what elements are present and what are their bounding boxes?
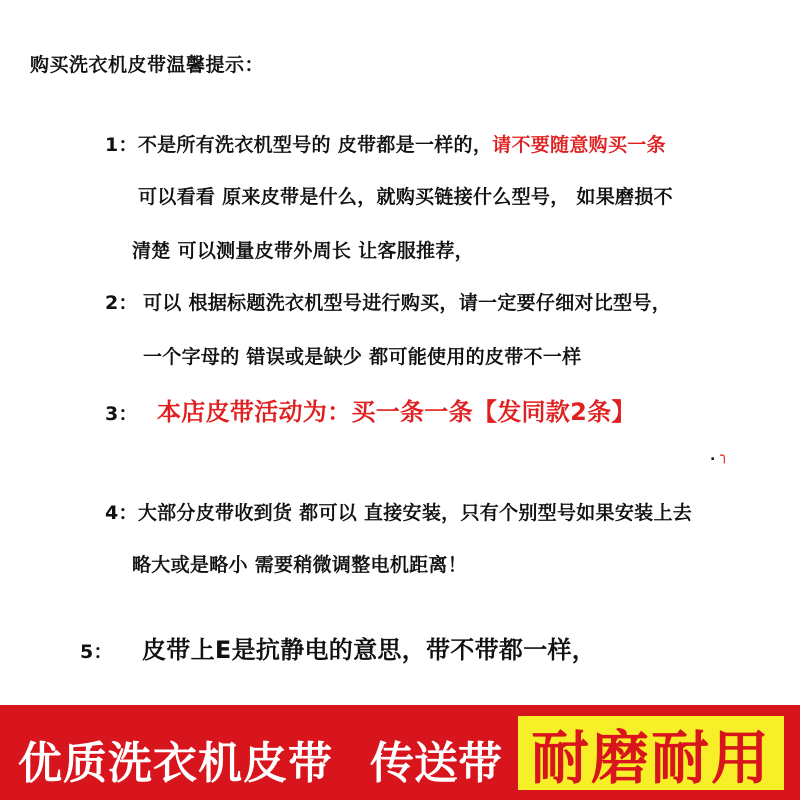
tip-4-line-1 xyxy=(105,498,692,525)
decoration-dot: . xyxy=(710,448,716,464)
tip-5-text: 皮带上E是抗静电的意思，带不带都一样， xyxy=(142,636,597,664)
tip-3-number: 3： xyxy=(105,403,138,425)
tip-2-number: 2： xyxy=(105,292,138,314)
tip-2-line-1 xyxy=(105,288,671,315)
tip-5-number: 5： xyxy=(80,641,113,663)
decoration-mark xyxy=(710,448,729,464)
banner-highlight xyxy=(518,716,784,790)
tip-1-line-3: 清楚 可以测量皮带外周长 让客服推荐， xyxy=(132,240,474,262)
banner-highlight-text: 耐磨耐用 xyxy=(530,724,771,792)
tip-1-line-2: 可以看看 原来皮带是什么，就购买链接什么型号， 如果磨损不 xyxy=(138,186,673,208)
tip-3-line-1 xyxy=(105,392,636,427)
tip-4-line-2: 略大或是略小 需要稍微调整电机距离！ xyxy=(132,554,468,576)
page-title: 购买洗衣机皮带温馨提示： xyxy=(30,54,265,76)
tip-1-line-1 xyxy=(105,130,666,157)
tip-1-warning: 请不要随意购买一条 xyxy=(492,134,666,156)
tip-1-number: 1： xyxy=(105,134,138,156)
tip-5-line-1 xyxy=(80,630,596,665)
decoration-tick-icon: ╮ xyxy=(720,448,729,464)
banner-product-text: 优质洗衣机皮带 xyxy=(18,738,333,789)
promo-banner xyxy=(0,705,800,800)
tip-2-text: 可以 根据标题洗衣机型号进行购买，请一定要仔细对比型号， xyxy=(143,292,672,314)
tip-4-number: 4： xyxy=(105,502,138,524)
tip-4-text: 大部分皮带收到货 都可以 直接安装，只有个别型号如果安装上去 xyxy=(137,502,693,524)
tip-3-promotion: 本店皮带活动为：买一条一条【发同款2条】 xyxy=(157,398,636,426)
banner-belt-text: 传送带 xyxy=(370,738,502,789)
tip-2-line-2: 一个字母的 错误或是缺少 都可能使用的皮带不一样 xyxy=(143,346,582,368)
tip-1-text: 不是所有洗衣机型号的 皮带都是一样的， xyxy=(137,134,493,156)
